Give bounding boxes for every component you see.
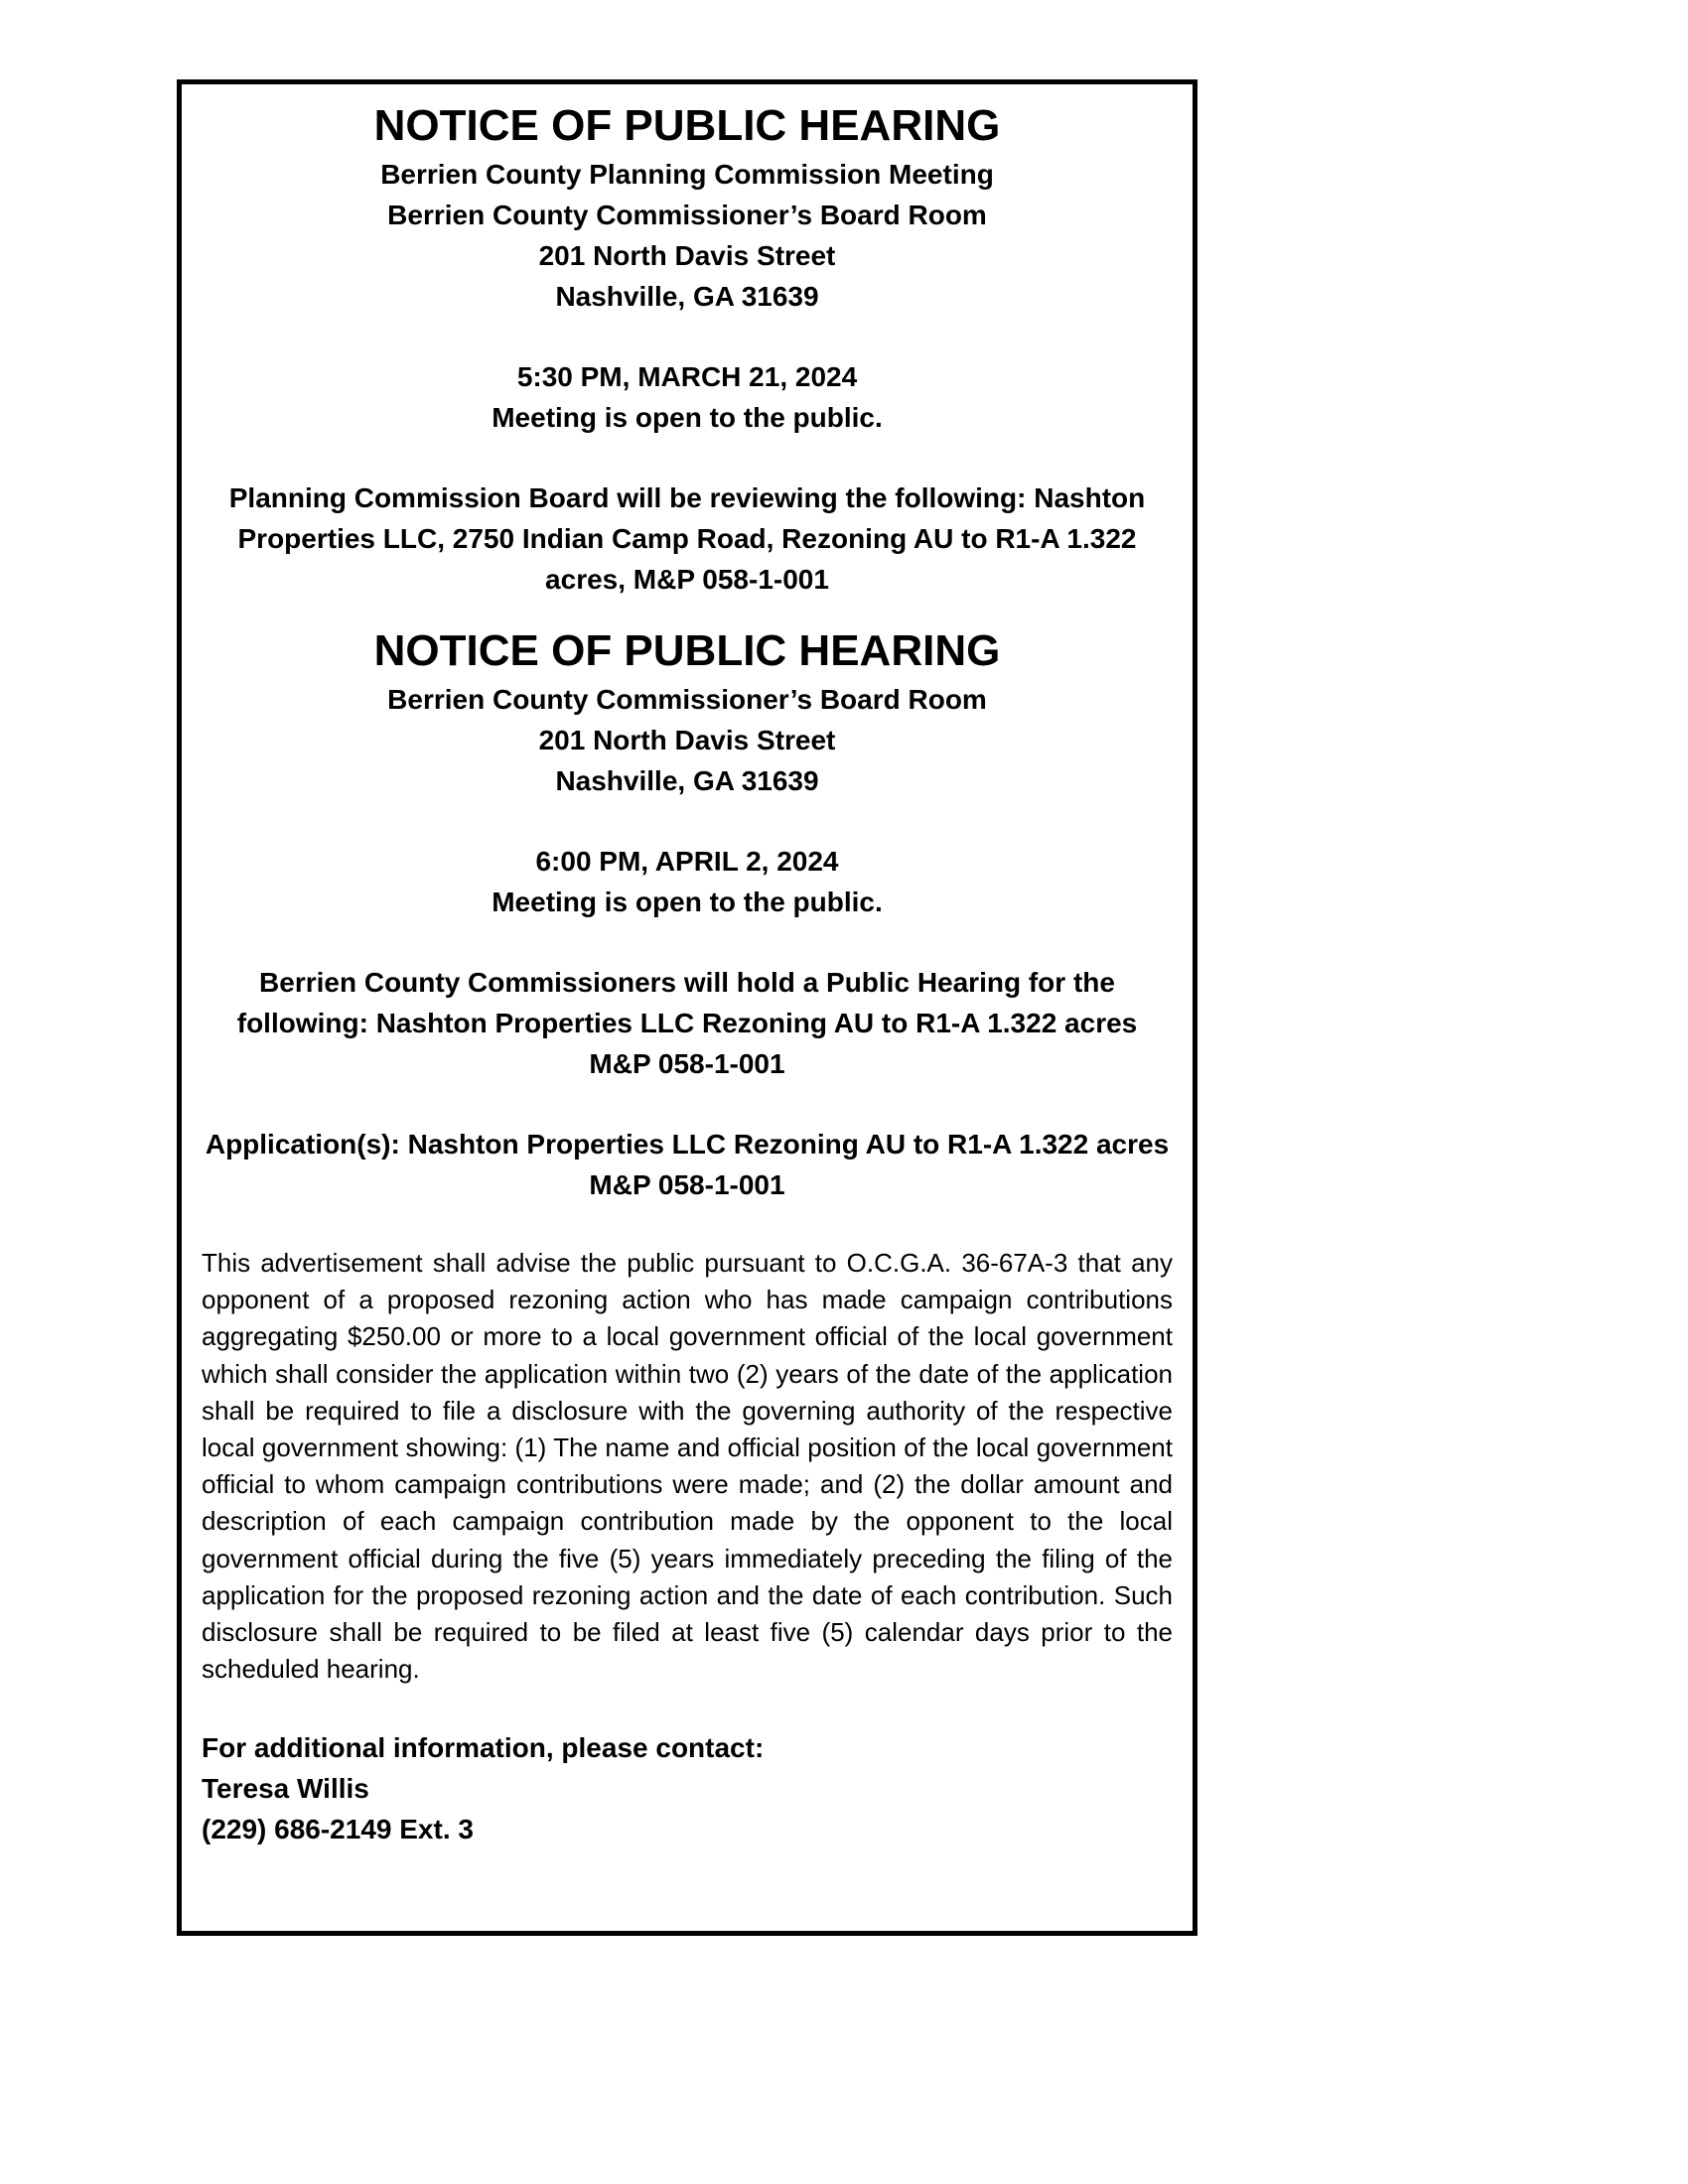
notice-box — [177, 79, 1197, 1936]
spacer — [202, 1688, 1173, 1727]
application-text: Nashton Properties LLC Rezoning AU to R1-A 1.322 acres — [407, 1129, 1170, 1160]
notice-planning-commission — [202, 98, 1173, 600]
meeting-name: Berrien County Planning Commission Meeting — [380, 159, 994, 190]
meeting-location: Berrien County Commissioner’s Board Room — [387, 200, 987, 230]
hearing-line-3: M&P 058-1-001 — [589, 1048, 785, 1079]
review-line-1: Planning Commission Board will be reviewing the following: Nashton — [228, 482, 1146, 513]
review-line-2: Properties LLC, 2750 Indian Camp Road, Rezoning AU to R1-A 1.322 — [237, 523, 1137, 554]
meeting-location: Berrien County Commissioner’s Board Room — [387, 684, 987, 715]
city-state-zip: Nashville, GA 31639 — [555, 765, 819, 796]
street-address: 201 North Davis Street — [538, 725, 836, 755]
meeting-datetime: 5:30 PM, MARCH 21, 2024 — [516, 361, 858, 392]
contact-phone: (229) 686-2149 Ext. 3 — [202, 1814, 474, 1845]
contact-name: Teresa Willis — [202, 1773, 369, 1805]
disclosure-paragraph: This advertisement shall advise the public pursuant to O.C.G.A. 36-67A-3 that any opponent of a proposed rezoning action who has made campaign contributions aggregating $250.00 or more to a local government official of the local government which shall consider the application within two (2) years of the date of the application shall be required to file a disclosure with the governing authority of the respective local government showing: (1) The name and official position of the local government official to whom campaign contributions were made; and (2) the dollar amount and description of each campaign contribution made by the opponent to the local government official during the five (5) years immediately preceding the filing of the application for the proposed rezoning action and the date of each contribution. Such disclosure shall be required to be filed at least five (5) calendar days prior to the scheduled hearing. — [202, 1248, 1173, 1685]
hearing-line-2: following: Nashton Properties LLC Rezoning AU to R1-A 1.322 acres — [236, 1008, 1138, 1038]
city-state-zip: Nashville, GA 31639 — [555, 281, 819, 312]
contact-block — [202, 1727, 1173, 1849]
review-line-3: acres, M&P 058-1-001 — [545, 564, 829, 595]
spacer — [202, 438, 1173, 478]
spacer — [202, 317, 1173, 356]
application-line — [202, 1124, 1173, 1164]
contact-heading: For additional information, please contact: — [202, 1732, 765, 1764]
application-parcel: M&P 058-1-001 — [589, 1169, 785, 1200]
notice-commissioners-hearing — [202, 623, 1173, 1205]
open-to-public: Meeting is open to the public. — [492, 402, 883, 433]
application-label: Application(s): — [205, 1129, 400, 1160]
open-to-public: Meeting is open to the public. — [492, 887, 883, 917]
spacer — [202, 600, 1173, 623]
spacer — [202, 922, 1173, 962]
spacer — [202, 801, 1173, 841]
spacer — [202, 1205, 1173, 1245]
notice-title: NOTICE OF PUBLIC HEARING — [373, 626, 1001, 675]
street-address: 201 North Davis Street — [538, 240, 836, 271]
spacer — [202, 1084, 1173, 1124]
meeting-datetime: 6:00 PM, APRIL 2, 2024 — [535, 846, 839, 877]
hearing-line-1: Berrien County Commissioners will hold a Public Hearing for the — [259, 967, 1115, 998]
notice-title: NOTICE OF PUBLIC HEARING — [373, 101, 1001, 150]
